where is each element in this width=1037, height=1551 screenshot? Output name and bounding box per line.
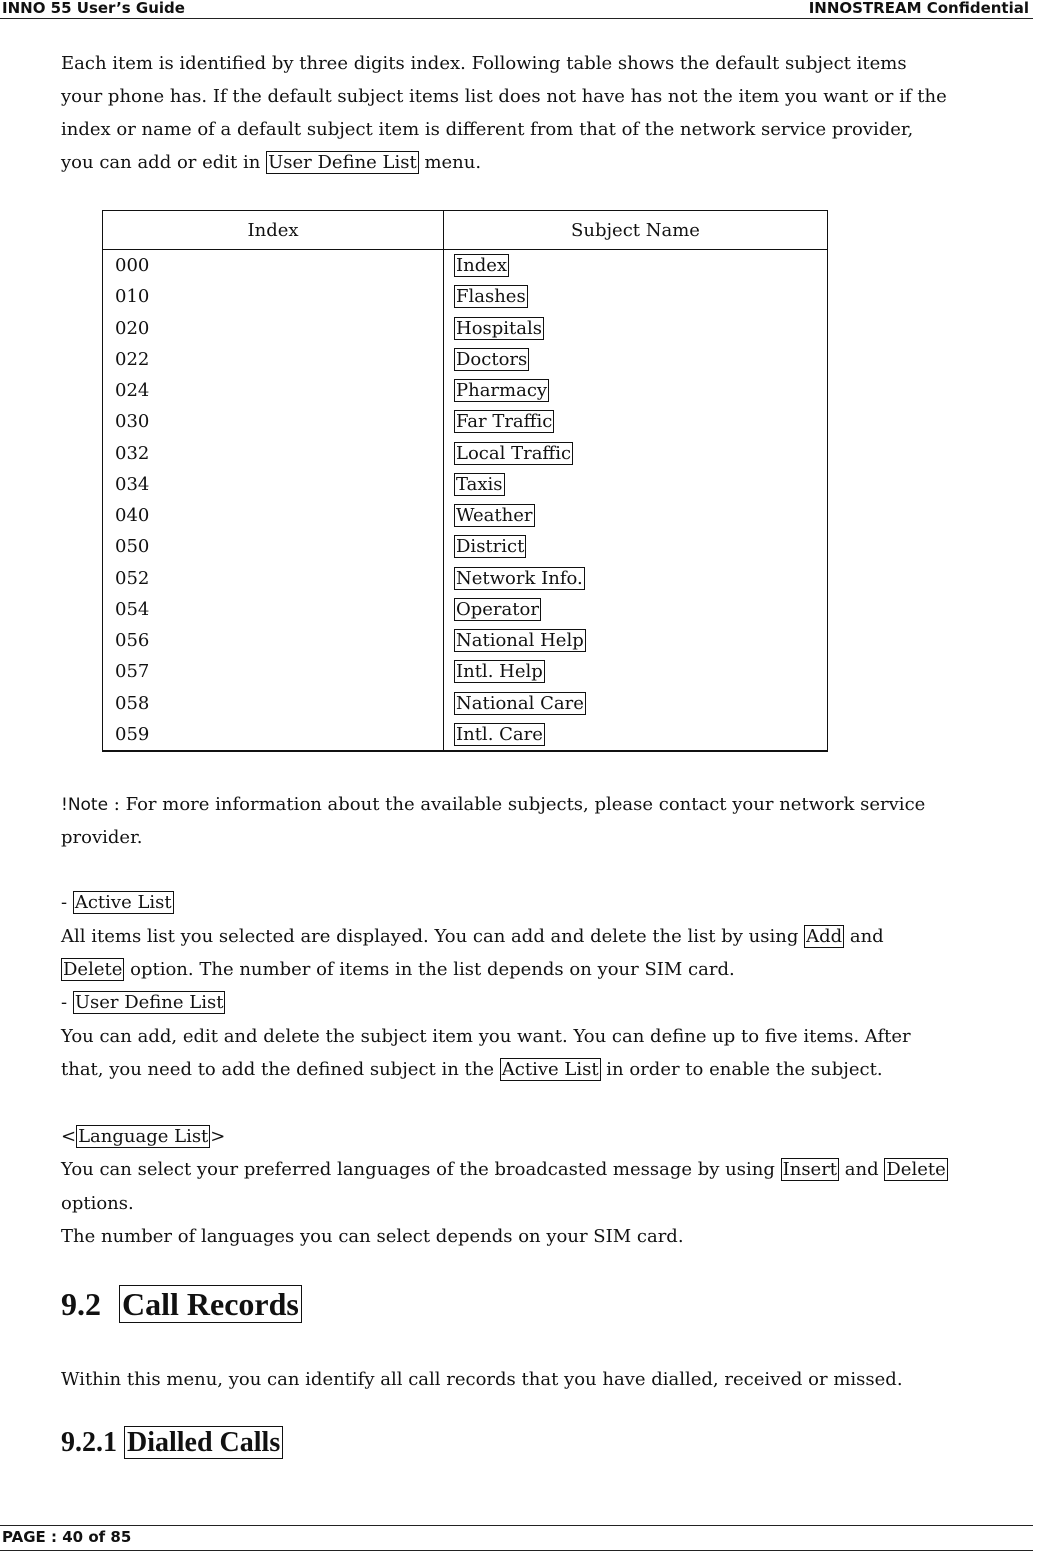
table-row: [103, 500, 828, 531]
index-cell: 050: [103, 531, 444, 562]
subject-name-cell: [444, 250, 828, 282]
active-list-heading: [61, 886, 174, 919]
language-open-bracket: <: [61, 1126, 77, 1147]
subject-name: Index: [456, 255, 508, 277]
table-row: [103, 344, 828, 375]
table-row: [103, 688, 828, 719]
table-row: [103, 313, 828, 344]
page-number: PAGE : 40 of 85: [2, 1528, 132, 1546]
user-define-line-1: You can add, edit and delete the subject item you want. You can define up to five items. After: [61, 1026, 911, 1047]
intro-line-1: Each item is identified by three digits index. Following table shows the default subject items: [61, 53, 907, 74]
subject-name-cell: [444, 375, 828, 406]
index-cell: 058: [103, 688, 444, 719]
intro-line-2: your phone has. If the default subject items list does not have has not the item you want or if the: [61, 86, 947, 107]
subject-name: District: [456, 536, 525, 558]
subject-name-cell: [444, 531, 828, 562]
subject-name-cell: [444, 438, 828, 469]
language-line-1: [61, 1153, 948, 1186]
subject-name: Doctors: [456, 348, 528, 370]
language-list-title: Language List: [78, 1126, 209, 1147]
table-row: [103, 438, 828, 469]
user-define-list-ref: User Define List: [268, 152, 417, 173]
header-confidential: INNOSTREAM Confidential: [808, 0, 1029, 17]
table-row: [103, 563, 828, 594]
section-description: Within this menu, you can identify all call records that you have dialled, received or missed.: [61, 1369, 903, 1390]
table-row: [103, 656, 828, 687]
subject-name: Taxis: [456, 473, 503, 495]
subject-name: Pharmacy: [456, 380, 548, 402]
user-define-title: User Define List: [74, 992, 224, 1013]
subject-name-cell: [444, 344, 828, 375]
subsection-heading: [61, 1424, 283, 1462]
insert-option-ref: Insert: [782, 1159, 838, 1180]
subject-name-cell: [444, 625, 828, 656]
index-cell: 040: [103, 500, 444, 531]
subject-name: Intl. Help: [456, 661, 543, 683]
subject-name-cell: [444, 656, 828, 687]
table-row: [103, 625, 828, 656]
index-cell: 056: [103, 625, 444, 656]
table-row: [103, 594, 828, 625]
subsection-title: Dialled Calls: [124, 1426, 283, 1459]
section-heading: [61, 1284, 302, 1324]
note-label: !Note: [61, 795, 109, 815]
subject-table-header: [103, 211, 828, 250]
subject-name-cell: [444, 563, 828, 594]
index-cell: 030: [103, 406, 444, 437]
active-list-ref: Active List: [501, 1059, 599, 1080]
table-row: [103, 250, 828, 282]
index-cell: 010: [103, 281, 444, 312]
language-and: and: [844, 1159, 879, 1180]
page-header: [0, 0, 1033, 19]
index-cell: 022: [103, 344, 444, 375]
subject-table: [102, 210, 828, 752]
subject-name: National Help: [456, 630, 584, 652]
header-doc-title: INNO 55 User’s Guide: [2, 0, 185, 17]
index-cell: 032: [103, 438, 444, 469]
active-list-line-1-pre: All items list you selected are displayed. You can add and delete the list by using: [61, 926, 799, 947]
section-title: Call Records: [119, 1285, 302, 1323]
subject-name: Network Info.: [456, 567, 583, 589]
section-number: 9.2: [61, 1286, 101, 1322]
subject-name: Hospitals: [456, 317, 543, 339]
index-cell: 052: [103, 563, 444, 594]
subject-name-cell: [444, 594, 828, 625]
subject-name: National Care: [456, 692, 584, 714]
active-list-line-1: [61, 920, 884, 953]
subject-name: Operator: [456, 598, 539, 620]
subject-name-cell: [444, 500, 828, 531]
subject-name: Weather: [456, 505, 533, 527]
index-cell: 054: [103, 594, 444, 625]
index-cell: 034: [103, 469, 444, 500]
active-list-title: Active List: [74, 892, 172, 913]
table-row: [103, 719, 828, 751]
active-list-line-2-post: option. The number of items in the list depends on your SIM card.: [130, 959, 735, 980]
subject-name: Far Traffic: [456, 411, 553, 433]
table-row: [103, 406, 828, 437]
subject-name-cell: [444, 313, 828, 344]
index-cell: 059: [103, 719, 444, 751]
active-list-dash: -: [61, 892, 68, 913]
table-row: [103, 531, 828, 562]
intro-line-3: index or name of a default subject item is different from that of the network service provider,: [61, 119, 914, 140]
subject-name: Local Traffic: [456, 442, 572, 464]
user-define-dash: -: [61, 992, 68, 1013]
table-row: [103, 375, 828, 406]
subject-name-cell: [444, 406, 828, 437]
language-list-heading: [61, 1120, 225, 1153]
delete-option-ref: Delete: [63, 959, 123, 980]
index-cell: 000: [103, 250, 444, 282]
table-row: [103, 469, 828, 500]
active-list-line-2: [61, 953, 735, 986]
user-define-line-2: [61, 1053, 883, 1086]
note-line-2: provider.: [61, 827, 143, 848]
subject-name-cell: [444, 469, 828, 500]
intro-line-4: [61, 146, 481, 179]
col-header-index: Index: [103, 211, 444, 250]
subsection-number: 9.2.1: [61, 1427, 117, 1458]
add-option-ref: Add: [806, 926, 843, 947]
user-define-heading: [61, 986, 225, 1019]
user-define-line-2-post: in order to enable the subject.: [606, 1059, 883, 1080]
index-cell: 057: [103, 656, 444, 687]
intro-line-4-post: menu.: [424, 152, 482, 173]
subject-name-cell: [444, 719, 828, 751]
index-cell: 020: [103, 313, 444, 344]
note-text: : For more information about the available subjects, please contact your network service: [113, 794, 926, 815]
user-define-line-2-pre: that, you need to add the defined subject in the: [61, 1059, 495, 1080]
active-list-line-1-post: and: [849, 926, 884, 947]
language-line-1-pre: You can select your preferred languages of the broadcasted message by using: [61, 1159, 775, 1180]
subject-name: Intl. Care: [456, 723, 543, 745]
intro-line-4-pre: you can add or edit in: [61, 152, 261, 173]
language-close-bracket: >: [210, 1126, 226, 1147]
language-line-3: The number of languages you can select depends on your SIM card.: [61, 1226, 684, 1247]
language-delete-option-ref: Delete: [886, 1159, 946, 1180]
page-footer: [0, 1525, 1033, 1551]
note-line-1: [61, 788, 925, 822]
index-cell: 024: [103, 375, 444, 406]
col-header-subject-name: Subject Name: [444, 211, 828, 250]
subject-name: Flashes: [456, 286, 526, 308]
table-row: [103, 281, 828, 312]
language-line-2: options.: [61, 1193, 134, 1214]
subject-table-body: [103, 250, 828, 752]
subject-name-cell: [444, 688, 828, 719]
subject-name-cell: [444, 281, 828, 312]
